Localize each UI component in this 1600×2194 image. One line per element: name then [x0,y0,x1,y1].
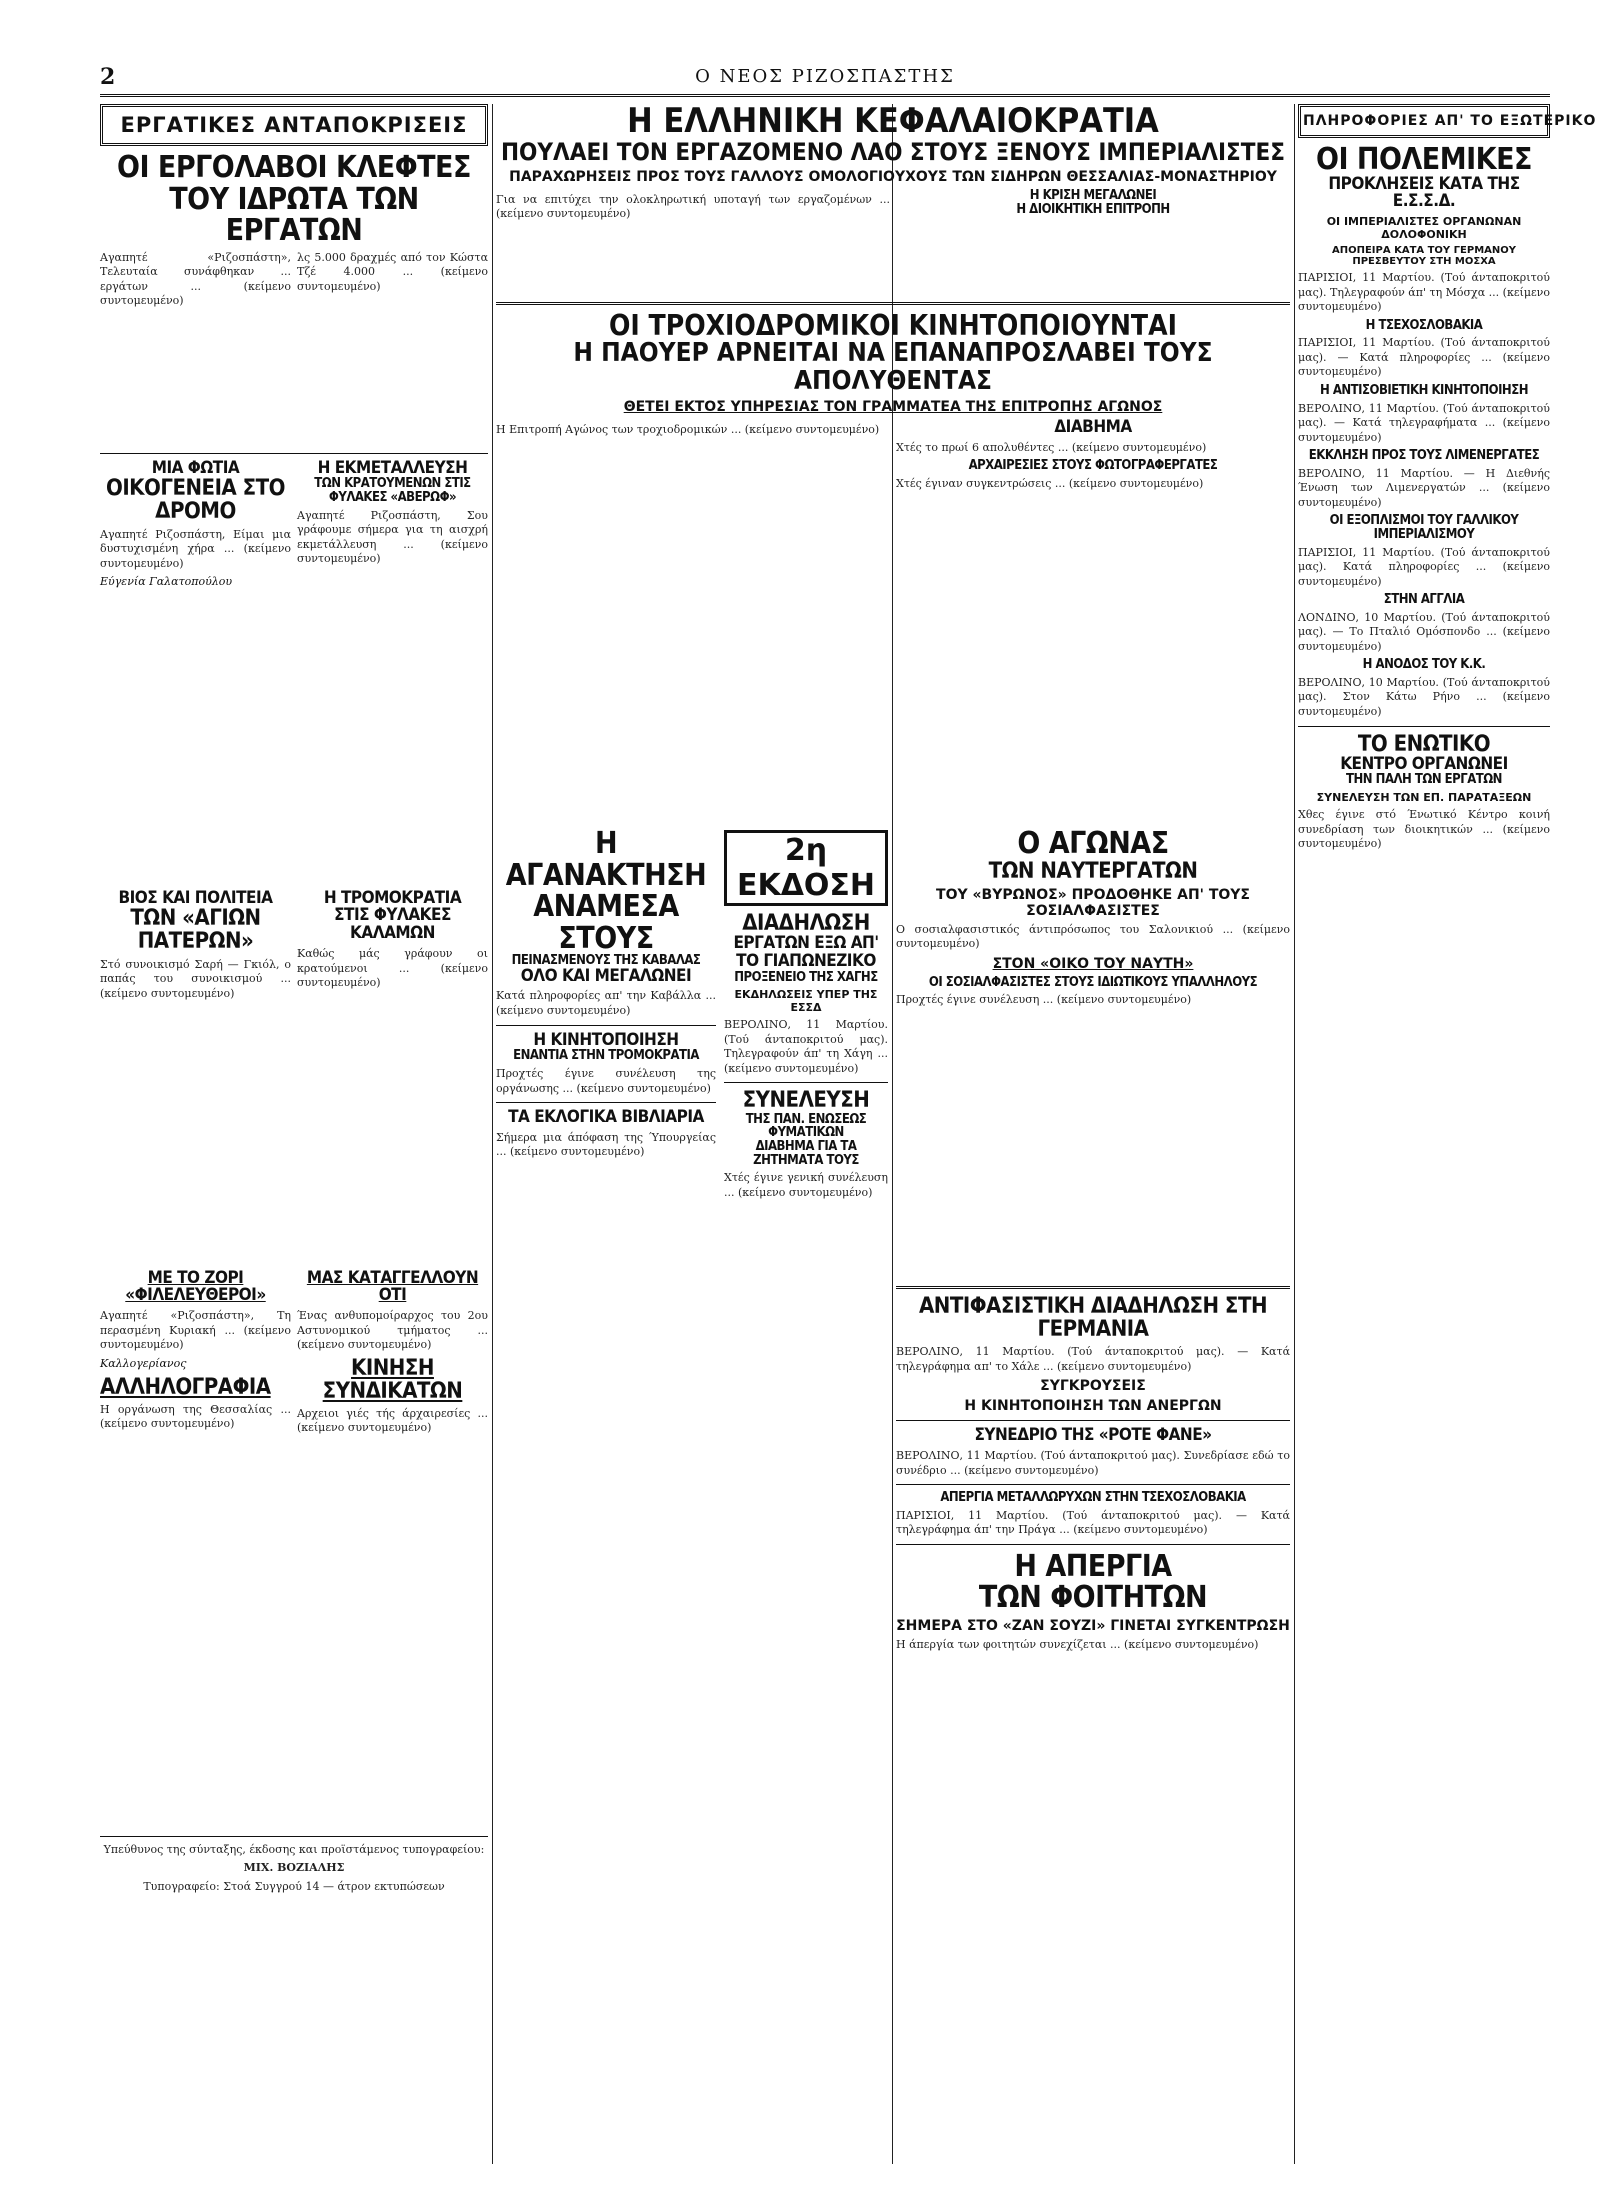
headline: ΠΡΟΞΕΝΕΙΟ ΤΗΣ ΧΑΓΗΣ [734,969,878,985]
article-text: Αρχειοι γιές τής άρχαιρεσίες ... (κείμενο συντομευμένο) [297,1406,488,1435]
imprint: Τυπογραφείο: Στοά Συγγρού 14 — άτρον εκτυπώσεων [143,1879,445,1893]
article-text: ΒΕΡΟΛΙΝΟ, 11 Μαρτίου. (Τού άνταποκριτού μας). — Κατά τηλεγραφήματα ... (κείμενο συντομευμένο) [1298,401,1550,444]
article-text: Σήμερα μια άπόφαση της Ύπουργείας ... (κείμενο συντομευμένο) [496,1130,716,1159]
article-text: Στό συνοικισμό Σαρή — Γκιόλ, ο παπάς του συνοικισμού ... (κείμενο συντομευμένο) [100,957,291,1000]
headline: ΠΡΟΚΛΗΣΕΙΣ ΚΑΤΑ ΤΗΣ Ε.Σ.Σ.Δ. [1328,173,1520,212]
article-text: Η οργάνωση της Θεσσαλίας ... (κείμενο συντομευμένο) [100,1402,291,1431]
article-text: Κατά πληροφορίες απ' την Καβάλλα ... (κείμενο συντομευμένο) [496,989,716,1017]
signature: Καλλογερίανος [100,1356,187,1370]
subheadline: ΑΠΟΠΕΙΡΑ ΚΑΤΑ ΤΟΥ ΓΕΡΜΑΝΟΥ ΠΡΕΣΒΕΥΤΟΥ ΣΤΗ ΜΟΣΧΑ [1332,245,1516,268]
article-text: ΠΑΡΙΣΙΟΙ, 11 Μαρτίου. (Τού άνταποκριτού μας). — Κατά πληροφορίες ... (κείμενο συντομευμένο) [1298,336,1550,379]
headline: Ο ΑΓΩΝΑΣ [1017,826,1169,861]
article-text: ΛΟΝΔΙΝΟ, 10 Μαρτίου. (Τού άνταποκριτού μας). — Το Πταλιό Ομόσπονδο ... (κείμενο συντομευμένο) [1298,610,1550,653]
masthead [100,60,1550,97]
headline: ΕΚΚΛΗΣΗ ΠΡΟΣ ΤΟΥΣ ΛΙΜΕΝΕΡΓΑΤΕΣ [1308,448,1540,464]
headline: ΟΙ ΕΡΓΟΛΑΒΟΙ ΚΛΕΦΤΕΣ [117,150,471,185]
headline: ΤΩΝ ΦΟΙΤΗΤΩΝ [978,1580,1208,1616]
headline: ΜΑΣ ΚΑΤΑΓΓΕΛΛΟΥΝ ΟΤΙ [306,1267,479,1306]
subheadline: ΕΚΔΗΛΩΣΕΙΣ ΥΠΕΡ ΤΗΣ ΕΣΣΔ [734,988,878,1015]
headline: ΤΟ ΓΙΑΠΩΝΕΖΙΚΟ [736,950,876,971]
article-text: Αγαπητέ «Ριζοσπάστη», Τη περασμένη Κυριακή ... (κείμενο συντομευμένο) [100,1309,291,1352]
article-text: Προχτές έγινε συνέλευση ... (κείμενο συντομευμένο) [896,993,1192,1007]
column-foreign-news [1298,104,1597,2164]
column-rule [1294,104,1295,2164]
headline: ΕΝΑΝΤΙΑ ΣΤΗΝ ΤΡΟΜΟΚΡΑΤΙΑ [513,1048,699,1064]
article-text: ΒΕΡΟΛΙΝΟ, 11 Μαρτίου. (Τού άνταποκριτού μας). — Κατά τηλεγράφημα απ' το Χάλε ... (κείμενο συντομευμένο) [896,1345,1290,1373]
headline: ΑΝΑΜΕΣΑ ΣΤΟΥΣ [533,889,679,956]
headline: ΤΩΝ ΝΑΥΤΕΡΓΑΤΩΝ [988,858,1198,884]
headline: ΣΤΗΝ ΑΓΓΛΙΑ [1383,592,1465,608]
headline: ΑΡΧΑΙΡΕΣΙΕΣ ΣΤΟΥΣ ΦΩΤΟΓΡΑΦΕΡΓΑΤΕΣ [968,458,1218,474]
column-second-edition [724,828,888,2118]
column-rule [492,104,493,2164]
headline: Η ΚΡΙΣΗ ΜΕΓΑΛΩΝΕΙ [1029,187,1157,203]
headline: ΑΛΛΗΛΟΓΡΑΦΙΑ [100,1374,271,1400]
headline: ΟΙ ΠΟΛΕΜΙΚΕΣ [1316,142,1532,177]
headline: Η ΔΙΟΙΚΗΤΙΚΗ ΕΠΙΤΡΟΠΗ [1016,201,1170,217]
article-text: Αγαπητέ «Ριζοσπάστη», Τελευταία συνάφθηκαν ... εργάτων ... (κείμενο συντομευμένο) [100,250,291,308]
article-text: ΒΕΡΟΛΙΝΟ, 11 Μαρτίου. (Τού άνταποκριτού μας). Τηλεγραφούν άπ' τη Χάγη ... (κείμενο συντομευμένο) [724,1018,888,1075]
newspaper-page [100,60,1597,2170]
article-text: ΒΕΡΟΛΙΝΟ, 10 Μαρτίου. (Τού άνταποκριτού μας). Στον Κάτω Ρήνο ... (κείμενο συντομευμένο) [1298,675,1550,718]
article-text: Καθώς μάς γράφουν οι κρατούμενοι ... (κείμενο συντομευμένο) [297,947,488,990]
subheadline: ΘΕΤΕΙ ΕΚΤΟΣ ΥΠΗΡΕΣΙΑΣ ΤΟΝ ΓΡΑΜΜΑΤΕΑ ΤΗΣ ΕΠΙΤΡΟΠΗΣ ΑΓΩΝΟΣ [623,398,1163,415]
subheadline: ΣΥΓΚΡΟΥΣΕΙΣ [1040,1378,1146,1395]
headline: ΣΥΝΕΛΕΥΣΗ [742,1088,870,1114]
article-text: Η Επιτροπή Αγώνος των τροχιοδρομικών ... (κείμενο συντομευμένο) [496,422,880,436]
headline: ΟΙ ΤΡΟΧΙΟΔΡΟΜΙΚΟΙ ΚΙΝΗΤΟΠΟΙΟΥΝΤΑΙ [609,309,1177,342]
headline: Η ΤΡΟΜΟΚΡΑΤΙΑ [323,887,462,908]
subheadline: ΤΟΥ «ΒΥΡΩΝΟΣ» ΠΡΟΔΟΘΗΚΕ ΑΠ' ΤΟΥΣ ΣΟΣΙΑΛΦΑΣΙΣΤΕΣ [936,886,1250,919]
article-text: ΠΑΡΙΣΙΟΙ, 11 Μαρτίου. (Τού άνταποκριτού μας). — Κατά τηλεγράφημα άπ' την Πράγα ... (κείμενο συντομευμένο) [896,1508,1290,1537]
banner-headline: ΠΟΥΛΑΕΙ ΤΟΝ ΕΡΓΑΖΟΜΕΝΟ ΛΑΟ ΣΤΟΥΣ ΞΕΝΟΥΣ ΙΜΠΕΡΙΑΛΙΣΤΕΣ [500,137,1286,166]
headline: ΑΝΤΙΦΑΣΙΣΤΙΚΗ ΔΙΑΔΗΛΩΣΗ ΣΤΗ ΓΕΡΜΑΝΙΑ [918,1294,1268,1343]
headline: Η ΑΝΤΙΣΟΒΙΕΤΙΚΗ ΚΙΝΗΤΟΠΟΙΗΣΗ [1319,382,1528,398]
headline: Η ΚΙΝΗΤΟΠΟΙΗΣΗ [533,1029,679,1050]
headline: ΔΙΑΒΗΜΑ [1054,416,1132,437]
headline: ΤΩΝ «ΑΓΙΩΝ ΠΑΤΕΡΩΝ» [130,906,261,955]
headline: Η ΑΝΟΔΟΣ ΤΟΥ Κ.Κ. [1362,657,1486,673]
headline: ΠΕΙΝΑΣΜΕΝΟΥΣ ΤΗΣ ΚΑΒΑΛΑΣ [511,953,701,968]
headline: ΤΑ ΕΚΛΟΓΙΚΑ ΒΙΒΛΙΑΡΙΑ [508,1107,704,1128]
headline: ΣΤΙΣ ΦΥΛΑΚΕΣ ΚΑΛΑΜΩΝ [334,905,451,944]
banner-story [496,101,1290,284]
headline: ΑΠΕΡΓΙΑ ΜΕΤΑΛΛΩΡΥΧΩΝ ΣΤΗΝ ΤΣΕΧΟΣΛΟΒΑΚΙΑ [940,1490,1246,1506]
article-text: Χτές έγινε γενική συνέλευση ... (κείμενο συντομευμένο) [724,1171,888,1199]
article-text: Για να επιτύχει την ολοκληρωτική υποταγή των εργαζομένων ... (κείμενο συντομευμένο) [496,192,890,221]
banner-headline: Η ΕΛΛΗΝΙΚΗ ΚΕΦΑΛΑΙΟΚΡΑΤΙΑ [627,101,1159,141]
article-text: Αγαπητέ Ριζοσπάστη, Σου γράφουμε σήμερα για τη αισχρή εκμετάλλευση ... (κείμενο συντομευμένο) [297,508,488,566]
edition-label: 2η ΕΚΔΟΣΗ [724,830,888,906]
headline: ΤΗΝ ΠΑΛΗ ΤΩΝ ΕΡΓΑΤΩΝ [1346,772,1502,788]
headline: ΣΥΝΕΔΡΙΟ ΤΗΣ «ΡΟΤΕ ΦΑΝΕ» [974,1425,1212,1446]
subheadline: ΔΙΑΒΗΜΑ ΓΙΑ ΤΑ ΖΗΤΗΜΑΤΑ ΤΟΥΣ [753,1138,859,1168]
headline: ΕΡΓΑΤΩΝ ΕΞΩ ΑΠ' [733,933,879,954]
subheadline: ΤΗΣ ΠΑΝ. ΕΝΩΣΕΩΣ ΦΥΜΑΤΙΚΩΝ [745,1111,867,1141]
article-text: λς 5.000 δραχμές από τον Κώστα Τζέ 4.000 ... (κείμενο συντομευμένο) [297,250,488,293]
headline: Η ΠΑΟΥΕΡ ΑΡΝΕΙΤΑΙ ΝΑ ΕΠΑΝΑΠΡΟΣΛΑΒΕΙ ΤΟΥΣ ΑΠΟΛΥΘΕΝΤΑΣ [573,338,1213,396]
headline: ΒΙΟΣ ΚΑΙ ΠΟΛΙΤΕΙΑ [118,887,273,908]
headline: ΔΙΑΔΗΛΩΣΗ [742,911,870,936]
column-foreign-mid [896,1280,1290,2120]
subheadline: ΤΩΝ ΚΡΑΤΟΥΜΕΝΩΝ ΣΤΙΣ ΦΥΛΑΚΕΣ «ΑΒΕΡΩΦ» [314,476,471,505]
section-title: ΕΡΓΑΤΙΚΕΣ ΑΝΤΑΠΟΚΡΙΣΕΙΣ [100,104,488,146]
imprint: Υπεύθυνος της σύνταξης, έκδοσης και προϊστάμενος τυπογραφείου: [103,1842,485,1856]
headline: Η ΕΚΜΕΤΑΛΛΕΥΣΗ [317,457,468,478]
headline: ΜΙΑ ΦΩΤΙΑ [151,457,240,478]
newspaper-title: Ο ΝΕΟΣ ΡΙΖΟΣΠΑΣΤΗΣ [695,66,955,87]
headline: ΟΙ ΣΟΣΙΑΛΦΑΣΙΣΤΕΣ ΣΤΟΥΣ ΙΔΙΩΤΙΚΟΥΣ ΥΠΑΛΛΗΛΟΥΣ [928,974,1258,990]
subheadline: ΣΥΝΕΛΕΥΣΗ ΤΩΝ ΕΠ. ΠΑΡΑΤΑΞΕΩΝ [1316,791,1532,805]
article-text: ΠΑΡΙΣΙΟΙ, 11 Μαρτίου. (Τού άνταποκριτού μας). Τηλεγραφούν άπ' τη Μόσχα ... (κείμενο συντομευμένο) [1298,271,1550,314]
page-number: 2 [100,64,116,90]
headline: ΟΙ ΕΞΟΠΛΙΣΜΟΙ ΤΟΥ ΓΑΛΛΙΚΟΥ ΙΜΠΕΡΙΑΛΙΣΜΟΥ [1329,513,1519,542]
article-text: Προχτές έγινε συνέλευση της οργάνωσης ... (κείμενο συντομευμένο) [496,1067,716,1095]
headline: ΚΕΝΤΡΟ ΟΡΓΑΝΩΝΕΙ [1340,753,1508,774]
article-text: Ο σοσιαλφασιστικός άντιπρόσωπος του Σαλονικιού ... (κείμενο συντομευμένο) [896,922,1290,951]
article-text: Αγαπητέ Ριζοσπάστη, Είμαι μια δυστυχισμένη χήρα ... (κείμενο συντομευμένο) [100,527,291,570]
headline: ΤΟΥ ΙΔΡΩΤΑ ΤΩΝ ΕΡΓΑΤΩΝ [169,181,419,248]
headline: ΤΟ ΕΝΩΤΙΚΟ [1357,731,1491,757]
article-text: Χτές το πρωί 6 απολυθέντες ... (κείμενο συντομευμένο) [896,440,1207,454]
article-text: Χθες έγινε στό Ένωτικό Κέντρο κοινή συνεδρίαση των διοικητικών ... (κείμενο συντομευμένο) [1298,808,1550,851]
subheadline: ΣΗΜΕΡΑ ΣΤΟ «ΖΑΝ ΣΟΥΖΙ» ΓΙΝΕΤΑΙ ΣΥΓΚΕΝΤΡΩΣΗ [896,1617,1290,1634]
tram-story [496,296,1290,816]
article-text: Χτές έγιναν συγκεντρώσεις ... (κείμενο συντομευμένο) [896,476,1204,490]
signature: Εύγενία Γαλατοπούλου [100,575,233,589]
subheadline: ΣΤΟΝ «ΟΙΚΟ ΤΟΥ ΝΑΥΤΗ» [992,955,1194,972]
article-text: ΠΑΡΙΣΙΟΙ, 11 Μαρτίου. (Τού άνταποκριτού μας). Κατά πληροφορίες ... (κείμενο συντομευμένο) [1298,545,1550,588]
subheadline: Η ΚΙΝΗΤΟΠΟΙΗΣΗ ΤΩΝ ΑΝΕΡΓΩΝ [964,1398,1222,1415]
headline: ΟΙΚΟΓΕΝΕΙΑ ΣΤΟ ΔΡΟΜΟ [106,476,285,525]
article-text: ΒΕΡΟΛΙΝΟ, 11 Μαρτίου. (Τού άνταποκριτού μας). Συνεδρίασε εδώ το συνέδριο ... (κείμενο συντομευμένο) [896,1449,1290,1477]
headline: Η ΑΓΑΝΑΚΤΗΣΗ [505,826,707,893]
column-kavala [496,828,716,2118]
article-text: Η άπεργία των φοιτητών συνεχίζεται ... (κείμενο συντομευμένο) [896,1637,1259,1651]
column-workers-reports [100,104,488,2164]
article-text: Ένας ανθυπομοίραρχος του 2ου Αστυνομικού τμήματος ... (κείμενο συντομευμένο) [297,1309,488,1352]
headline: Η ΑΠΕΡΓΙΑ [1014,1548,1172,1584]
article-text: ΒΕΡΟΛΙΝΟ, 11 Μαρτίου. — Η Διεθνής Ένωση των Λιμενεργατών ... (κείμενο συντομευμένο) [1298,466,1550,509]
section-title: ΠΛΗΡΟΦΟΡΙΕΣ ΑΠ' ΤΟ ΕΞΩΤΕΡΙΚΟ [1298,104,1550,138]
headline: ΚΙΝΗΣΗ ΣΥΝΔΙΚΑΤΩΝ [322,1355,463,1404]
headline: ΜΕ ΤΟ ΖΟΡΙ «ΦΙΛΕΛΕΥΘΕΡΟΙ» [125,1267,266,1306]
imprint-name: ΜΙΧ. ΒΟΖΙΑΛΗΣ [243,1861,345,1875]
headline: Η ΤΣΕΧΟΣΛΟΒΑΚΙΑ [1365,317,1483,333]
headline: ΟΛΟ ΚΑΙ ΜΕΓΑΛΩΝΕΙ [520,965,692,986]
banner-subheadline: ΠΑΡΑΧΩΡΗΣΕΙΣ ΠΡΟΣ ΤΟΥΣ ΓΑΛΛΟΥΣ ΟΜΟΛΟΓΙΟΥΧΟΥΣ ΤΩΝ ΣΙΔΗΡΩΝ ΘΕΣΣΑΛΙΑΣ-ΜΟΝΑΣΤΗΡΙΟΥ [509,168,1277,185]
subheadline: ΟΙ ΙΜΠΕΡΙΑΛΙΣΤΕΣ ΟΡΓΑΝΩΝΑΝ ΔΟΛΟΦΟΝΙΚΗ [1326,215,1522,242]
